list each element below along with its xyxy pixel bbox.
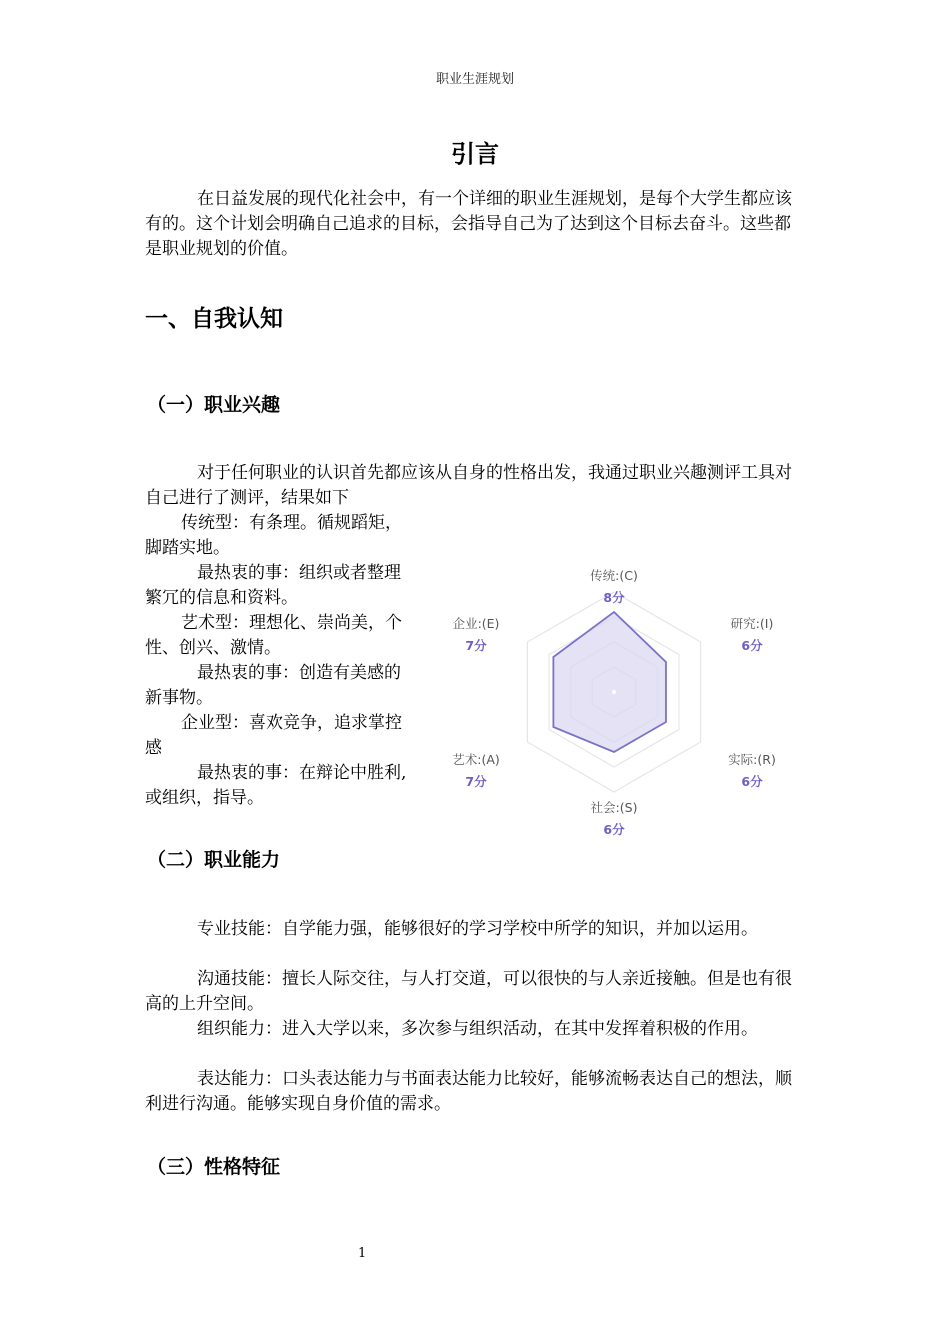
interest-intro-paragraph: 对于任何职业的认识首先都应该从自身的性格出发，我通过职业兴趣测评工具对自己进行了测评，结果如下 xyxy=(145,463,792,508)
type-conventional-label: 传统型：有条理。循规蹈矩，脚踏实地。 xyxy=(145,513,402,558)
type-enterprising-label: 企业型：喜欢竞争，追求掌控感 xyxy=(145,713,402,758)
page-number: 1 xyxy=(358,1246,367,1261)
radar-score-label: 6分 xyxy=(603,822,625,837)
ability-professional: 专业技能：自学能力强，能够很好的学习学校中所学的知识，并加以运用。 xyxy=(197,919,758,939)
interest-types-list xyxy=(145,511,417,811)
radar-data-area xyxy=(553,612,666,752)
radar-axis-label: 艺术:(A) xyxy=(452,752,500,767)
interest-radar-chart xyxy=(440,528,790,868)
radar-score-label: 7分 xyxy=(465,638,487,653)
type-enterprising-like: 最热衷的事：在辩论中胜利,或组织，指导。 xyxy=(145,763,407,808)
radar-center-dot xyxy=(612,690,616,694)
radar-axis-label: 传统:(C) xyxy=(590,568,638,583)
radar-axis-label: 企业:(E) xyxy=(452,616,500,631)
type-conventional-like: 最热衷的事：组织或者整理繁冗的信息和资料。 xyxy=(145,563,401,608)
radar-score-label: 6分 xyxy=(741,638,763,653)
type-artistic-label: 艺术型：理想化、崇尚美，个性、创兴、激情。 xyxy=(145,613,402,658)
radar-score-label: 8分 xyxy=(603,590,625,605)
radar-axis-label: 研究:(I) xyxy=(730,616,774,631)
subheading-career-interest: （一）职业兴趣 xyxy=(147,394,281,416)
intro-paragraph: 在日益发展的现代化社会中，有一个详细的职业生涯规划，是每个大学生都应该有的。这个计划会明确自己追求的目标，会指导自己为了达到这个目标去奋斗。这些都是职业规划的价值。 xyxy=(145,189,792,259)
ability-organization: 组织能力：进入大学以来，多次参与组织活动，在其中发挥着积极的作用。 xyxy=(197,1019,758,1039)
radar-score-label: 7分 xyxy=(465,774,487,789)
subheading-career-ability: （二）职业能力 xyxy=(147,849,281,871)
section-heading-self-awareness: 一、自我认知 xyxy=(145,306,283,332)
page-header: 职业生涯规划 xyxy=(435,72,514,87)
ability-communication: 沟通技能：擅长人际交往，与人打交道，可以很快的与人亲近接触。但是也有很高的上升空间。 xyxy=(145,969,792,1014)
radar-score-label: 6分 xyxy=(741,774,763,789)
ability-expression: 表达能力：口头表达能力与书面表达能力比较好，能够流畅表达自己的想法，顺利进行沟通。能够实现自身价值的需求。 xyxy=(145,1069,792,1114)
page-title: 引言 xyxy=(451,140,499,168)
radar-axis-label: 实际:(R) xyxy=(728,752,776,767)
subheading-personality: （三）性格特征 xyxy=(147,1156,281,1178)
type-artistic-like: 最热衷的事：创造有美感的新事物。 xyxy=(145,663,401,708)
radar-axis-label: 社会:(S) xyxy=(590,800,638,815)
